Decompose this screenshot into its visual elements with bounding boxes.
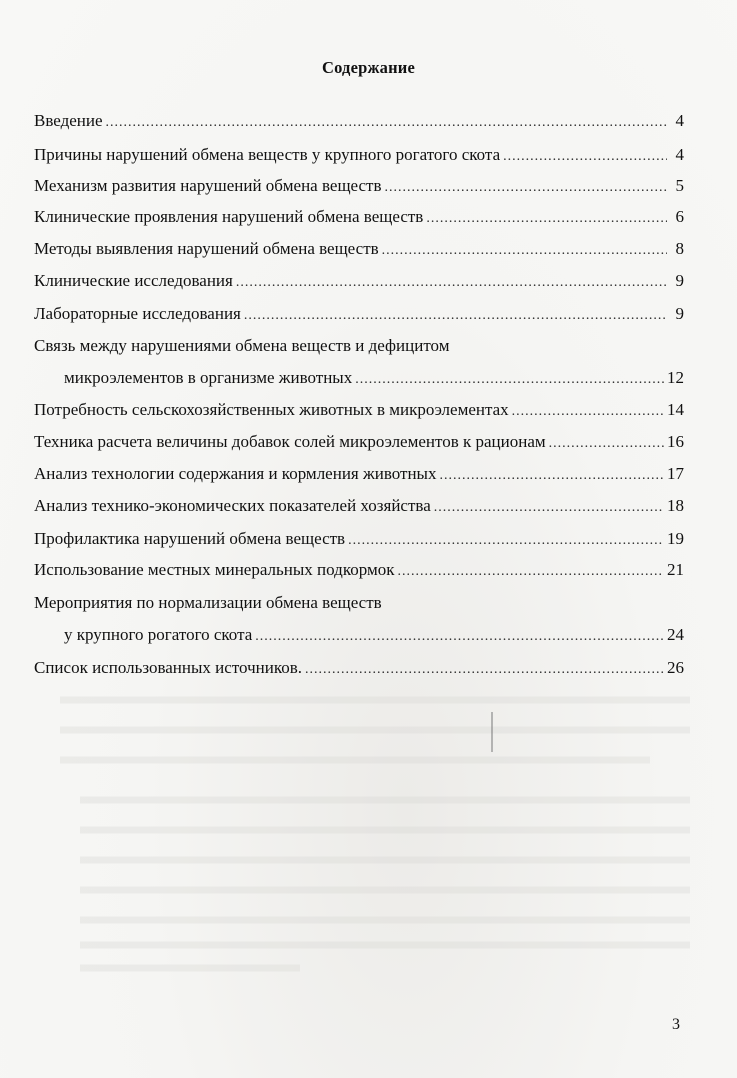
toc-entry-title: Использование местных минеральных подкормок: [34, 560, 395, 579]
toc-entry-page: 6: [675, 207, 684, 226]
toc-leader-dots: [439, 465, 664, 487]
toc-entry-page: 24: [667, 625, 684, 644]
toc-leader-dots: [255, 626, 664, 648]
toc-entry: [34, 335, 684, 357]
toc-leader-dots: [385, 177, 667, 199]
toc-entry: [34, 528, 684, 550]
toc-entry-page: 26: [667, 658, 684, 677]
toc-entry-page: 12: [667, 368, 684, 387]
toc-entry: [34, 110, 684, 132]
toc-entry-page: 16: [667, 432, 684, 451]
toc-entry: [34, 399, 684, 421]
page-title: Содержание: [321, 58, 416, 77]
toc-entry-page: 19: [667, 529, 684, 548]
toc-entry: [34, 175, 684, 197]
toc-entry-title: Причины нарушений обмена веществ у крупного рогатого скота: [34, 145, 501, 164]
toc-entry: [34, 559, 684, 581]
toc-entry-title: микроэлементов в организме животных: [64, 368, 353, 387]
toc-entry-title: Связь между нарушениями обмена веществ и дефицитом: [34, 336, 450, 355]
toc-leader-dots: [512, 401, 664, 423]
toc-entry: [34, 238, 684, 260]
toc-entry: [34, 206, 684, 228]
toc-entry-page: 21: [667, 560, 684, 579]
toc-leader-dots: [305, 659, 664, 681]
toc-entry-title: Лабораторные исследования: [34, 304, 241, 323]
toc-leader-dots: [503, 146, 667, 168]
toc-leader-dots: [355, 369, 664, 391]
toc-leader-dots: [106, 112, 667, 134]
toc-entry-page: 14: [667, 400, 684, 419]
toc-leader-dots: [236, 272, 667, 294]
toc-leader-dots: [382, 240, 667, 262]
toc-entry-title: Механизм развития нарушений обмена веществ: [34, 176, 382, 195]
toc-entry-page: 8: [675, 239, 684, 258]
toc-entry-page: 17: [667, 464, 684, 483]
toc-entry-title: Клинические проявления нарушений обмена веществ: [34, 207, 424, 226]
toc-leader-dots: [426, 208, 667, 230]
toc-entry: [34, 463, 684, 485]
toc-entry-page: 4: [675, 145, 684, 164]
toc-leader-dots: [397, 561, 664, 583]
toc-leader-dots: [549, 433, 664, 455]
toc-entry-page: 5: [675, 176, 684, 195]
toc-entry: [34, 303, 684, 325]
toc-entry: [34, 624, 684, 646]
toc-entry-page: 9: [675, 271, 684, 290]
toc-entry: [34, 592, 684, 614]
toc-entry: [34, 431, 684, 453]
toc-entry-title: Техника расчета величины добавок солей микроэлементов к рационам: [34, 432, 546, 451]
toc-entry-title: Анализ технико-экономических показателей хозяйства: [34, 496, 431, 515]
toc-entry-title: у крупного рогатого скота: [64, 625, 253, 644]
toc-entry-page: 4: [675, 111, 684, 130]
toc-entry-page: 18: [667, 496, 684, 515]
toc-leader-dots: [244, 305, 667, 327]
toc-entry: [34, 367, 684, 389]
toc-entry-title: Мероприятия по нормализации обмена веществ: [34, 593, 382, 612]
toc-entry: [34, 270, 684, 292]
page-number: 3: [672, 1016, 680, 1033]
toc-entry-title: Список использованных источников.: [34, 658, 302, 677]
toc-entry-title: Анализ технологии содержания и кормления животных: [34, 464, 437, 483]
toc-entry: [34, 657, 684, 679]
toc-leader-dots: [348, 530, 664, 552]
toc-entry-title: Профилактика нарушений обмена веществ: [34, 529, 346, 548]
toc-entry-title: Методы выявления нарушений обмена веществ: [34, 239, 379, 258]
toc-leader-dots: [434, 497, 664, 519]
toc-entry-title: Введение: [34, 111, 103, 130]
toc-entry-page: 9: [675, 304, 684, 323]
toc-entry: [34, 495, 684, 517]
toc-entry-title: Потребность сельскохозяйственных животных в микроэлементах: [34, 400, 509, 419]
toc-entry: [34, 144, 684, 166]
toc-entry-title: Клинические исследования: [34, 271, 233, 290]
